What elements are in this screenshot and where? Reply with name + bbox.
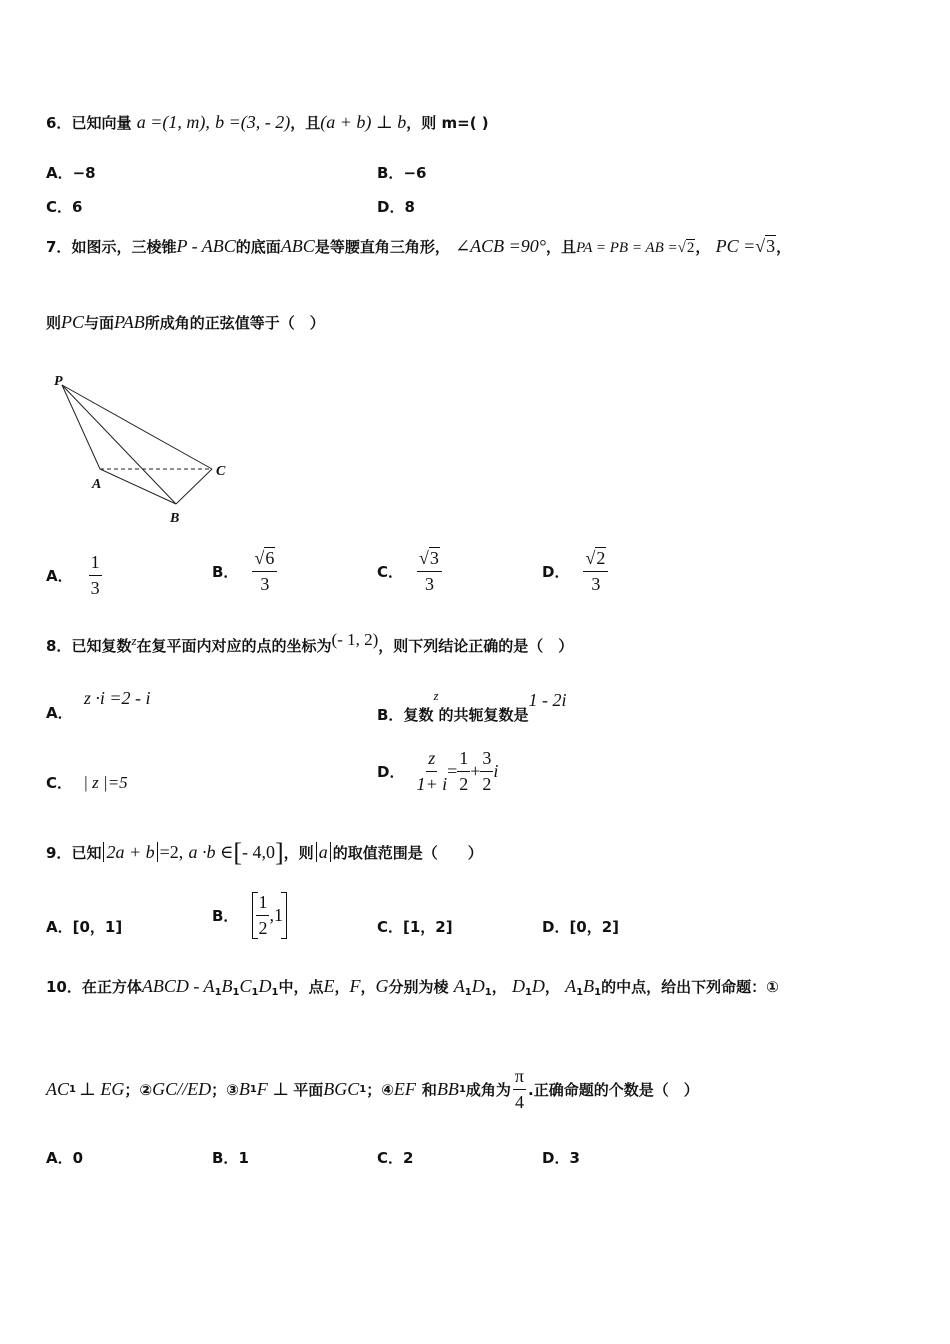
- question-text: 成角为: [465, 1081, 511, 1099]
- question-text: 如图示，三棱锥: [71, 238, 177, 256]
- edge-pc: [62, 385, 212, 469]
- question-7: 7．如图示，三棱锥P - ABC的底面ABC是等腰直角三角形， ∠ACB =90°，且PA = PB = AB =√2， PC =√3，: [46, 236, 792, 256]
- perpendicular-condition: (a + b) ⊥ b: [320, 112, 407, 132]
- question-text: 所成角的正弦值等于（ ）: [144, 314, 325, 332]
- question-9: 9．已知 2a + b =2, a ·b ∈[- 4,0]，则 a 的取值范围是（ ）: [46, 838, 483, 867]
- question-text: ，且: [290, 114, 321, 132]
- prop-3: B: [238, 1079, 250, 1099]
- question-10-line-2: AC 1 ⊥ EG ；② GC//ED ；③ B 1 F ⊥ 平面 BGC 1 ；④ EF 和 BB 1 成角为 $\frac{\pi}{4}$ .正确命题的个数是（ ）: [46, 1066, 699, 1112]
- q9-option-d[interactable]: D．[0，2]: [542, 918, 620, 936]
- q6-option-c[interactable]: C．6: [46, 198, 83, 216]
- question-8: [46, 630, 573, 656]
- question-number: 6．: [46, 114, 72, 132]
- separator: ，: [491, 978, 507, 996]
- point-e: E: [323, 976, 335, 996]
- question-text: 在正方体: [81, 978, 142, 996]
- question-text: 与面: [84, 314, 115, 332]
- vertex-label-c: C: [216, 464, 226, 479]
- prop-1: AC: [46, 1079, 70, 1099]
- question-6: [46, 112, 489, 133]
- question-text: 的取值范围是（ ）: [332, 844, 483, 862]
- question-text: 已知向量: [71, 114, 132, 132]
- q10-option-c[interactable]: C．2: [377, 1149, 414, 1167]
- separator: ，: [544, 978, 560, 996]
- vertex-label-p: P: [54, 374, 63, 389]
- plane-pab: PAB: [114, 312, 145, 332]
- norm-value: =2,: [159, 842, 184, 862]
- pyramid-name: P - ABC: [176, 236, 236, 256]
- point-coords: (- 1, 2): [331, 630, 379, 649]
- interval: - 4,0: [242, 842, 275, 862]
- question-7-line-2: [46, 312, 325, 333]
- segment-pc: PC: [61, 312, 85, 332]
- q7-option-a[interactable]: A． $\frac{1}{3}$: [46, 552, 100, 598]
- vertex-label-b: B: [170, 511, 180, 526]
- q6-option-d[interactable]: D．8: [377, 198, 415, 216]
- prop-2: GC//ED: [152, 1079, 212, 1099]
- vector-a: a =(1, m),: [136, 112, 210, 132]
- separator: ；③: [211, 1081, 239, 1099]
- segment-bb1: BB: [436, 1079, 459, 1099]
- q8-option-d[interactable]: D． $\frac{z}{1+ i}$ = $\frac{1}{2}$ + $\frac{3}{2}$ i: [377, 748, 499, 794]
- pc-length: PC =: [715, 236, 756, 256]
- separator: ；④: [366, 1081, 394, 1099]
- var-z: z: [131, 633, 137, 648]
- prop-3-rest: F ⊥: [256, 1079, 290, 1099]
- question-text: 则: [46, 314, 62, 332]
- sqrt-3: 3: [766, 236, 776, 256]
- q10-option-b[interactable]: B．1: [212, 1149, 249, 1167]
- question-text: 是等腰直角三角形，: [314, 238, 450, 256]
- question-number: 10．: [46, 978, 82, 996]
- equal-edges: PA = PB = AB =: [576, 240, 678, 256]
- vertex-label-a: A: [92, 477, 102, 492]
- q8-option-a[interactable]: A． z ·i =2 - i: [46, 688, 151, 722]
- point-g: G: [375, 976, 389, 996]
- q10-option-d[interactable]: D．3: [542, 1149, 580, 1167]
- norm-expression: 2a + b: [106, 842, 155, 862]
- q6-option-b[interactable]: B．−6: [377, 164, 427, 182]
- question-text: 已知: [71, 844, 102, 862]
- point-f: F: [349, 976, 361, 996]
- question-text: 的中点，给出下列命题：①: [601, 978, 779, 996]
- q7-option-c[interactable]: C． $\frac{√3}{3}$: [377, 548, 442, 595]
- separator: ，: [334, 978, 350, 996]
- q10-option-a[interactable]: A．0: [46, 1149, 84, 1167]
- q8-option-b[interactable]: B．复数$^z$的共轭复数是1 - 2i: [377, 688, 567, 724]
- question-text: 中，点: [278, 978, 324, 996]
- question-text: ，: [695, 238, 711, 256]
- prop-1-rest: ⊥ EG: [78, 1079, 125, 1099]
- vector-b: b =(3, - 2): [215, 112, 291, 132]
- edge-pa: [62, 385, 100, 469]
- cube-name: ABCD - A: [141, 976, 215, 996]
- q9-option-c[interactable]: C．[1，2]: [377, 918, 453, 936]
- question-number: 7．: [46, 238, 72, 256]
- question-text: .正确命题的个数是（ ）: [528, 1081, 699, 1099]
- base-name: ABC: [280, 236, 315, 256]
- question-number: 9．: [46, 844, 72, 862]
- separator: ，: [360, 978, 376, 996]
- question-text: 平面: [293, 1081, 324, 1099]
- plane-bgc1: BGC: [323, 1079, 360, 1099]
- q9-option-a[interactable]: A．[0，1]: [46, 918, 123, 936]
- sqrt-2: 2: [686, 240, 695, 256]
- angle-acb: ∠ACB =90°: [455, 236, 546, 256]
- question-text: 分别为棱: [388, 978, 449, 996]
- q8-option-c[interactable]: C． | z |=5: [46, 773, 128, 792]
- question-number: 8．: [46, 637, 72, 655]
- question-text: 已知复数: [71, 637, 132, 655]
- edge-ab: [100, 469, 176, 504]
- question-text: ，: [776, 238, 792, 256]
- prop-4: EF: [393, 1079, 416, 1099]
- separator: ；②: [124, 1081, 153, 1099]
- question-text: ，则下列结论正确的是（ ）: [378, 637, 574, 655]
- dot-product: a ·b ∈: [188, 842, 234, 862]
- question-10: 10．在正方体ABCD - $A_1B_1C_1D_1$中，点E，F，G分别为棱 $A_1D_1$， $D_1D$， $A_1B_1$的中点，给出下列命题：①: [46, 976, 779, 998]
- question-text: ，则 m=( ): [406, 114, 489, 132]
- q7-option-b[interactable]: B． $\frac{√6}{3}$: [212, 548, 277, 595]
- q9-option-b[interactable]: B． $\frac{1}{2}$ ,1: [212, 892, 287, 939]
- q6-option-a[interactable]: A．−8: [46, 164, 96, 182]
- question-text: 和: [421, 1081, 437, 1099]
- question-text: 的底面: [235, 238, 281, 256]
- edge-pb: [62, 385, 176, 504]
- question-text: ，则: [283, 844, 314, 862]
- q7-option-d[interactable]: D． $\frac{√2}{3}$: [542, 548, 608, 595]
- question-text: 在复平面内对应的点的坐标为: [136, 637, 332, 655]
- abs-a: a: [318, 842, 328, 862]
- edge-bc: [176, 469, 212, 504]
- pyramid-figure: [40, 365, 250, 530]
- question-text: ，且: [546, 238, 577, 256]
